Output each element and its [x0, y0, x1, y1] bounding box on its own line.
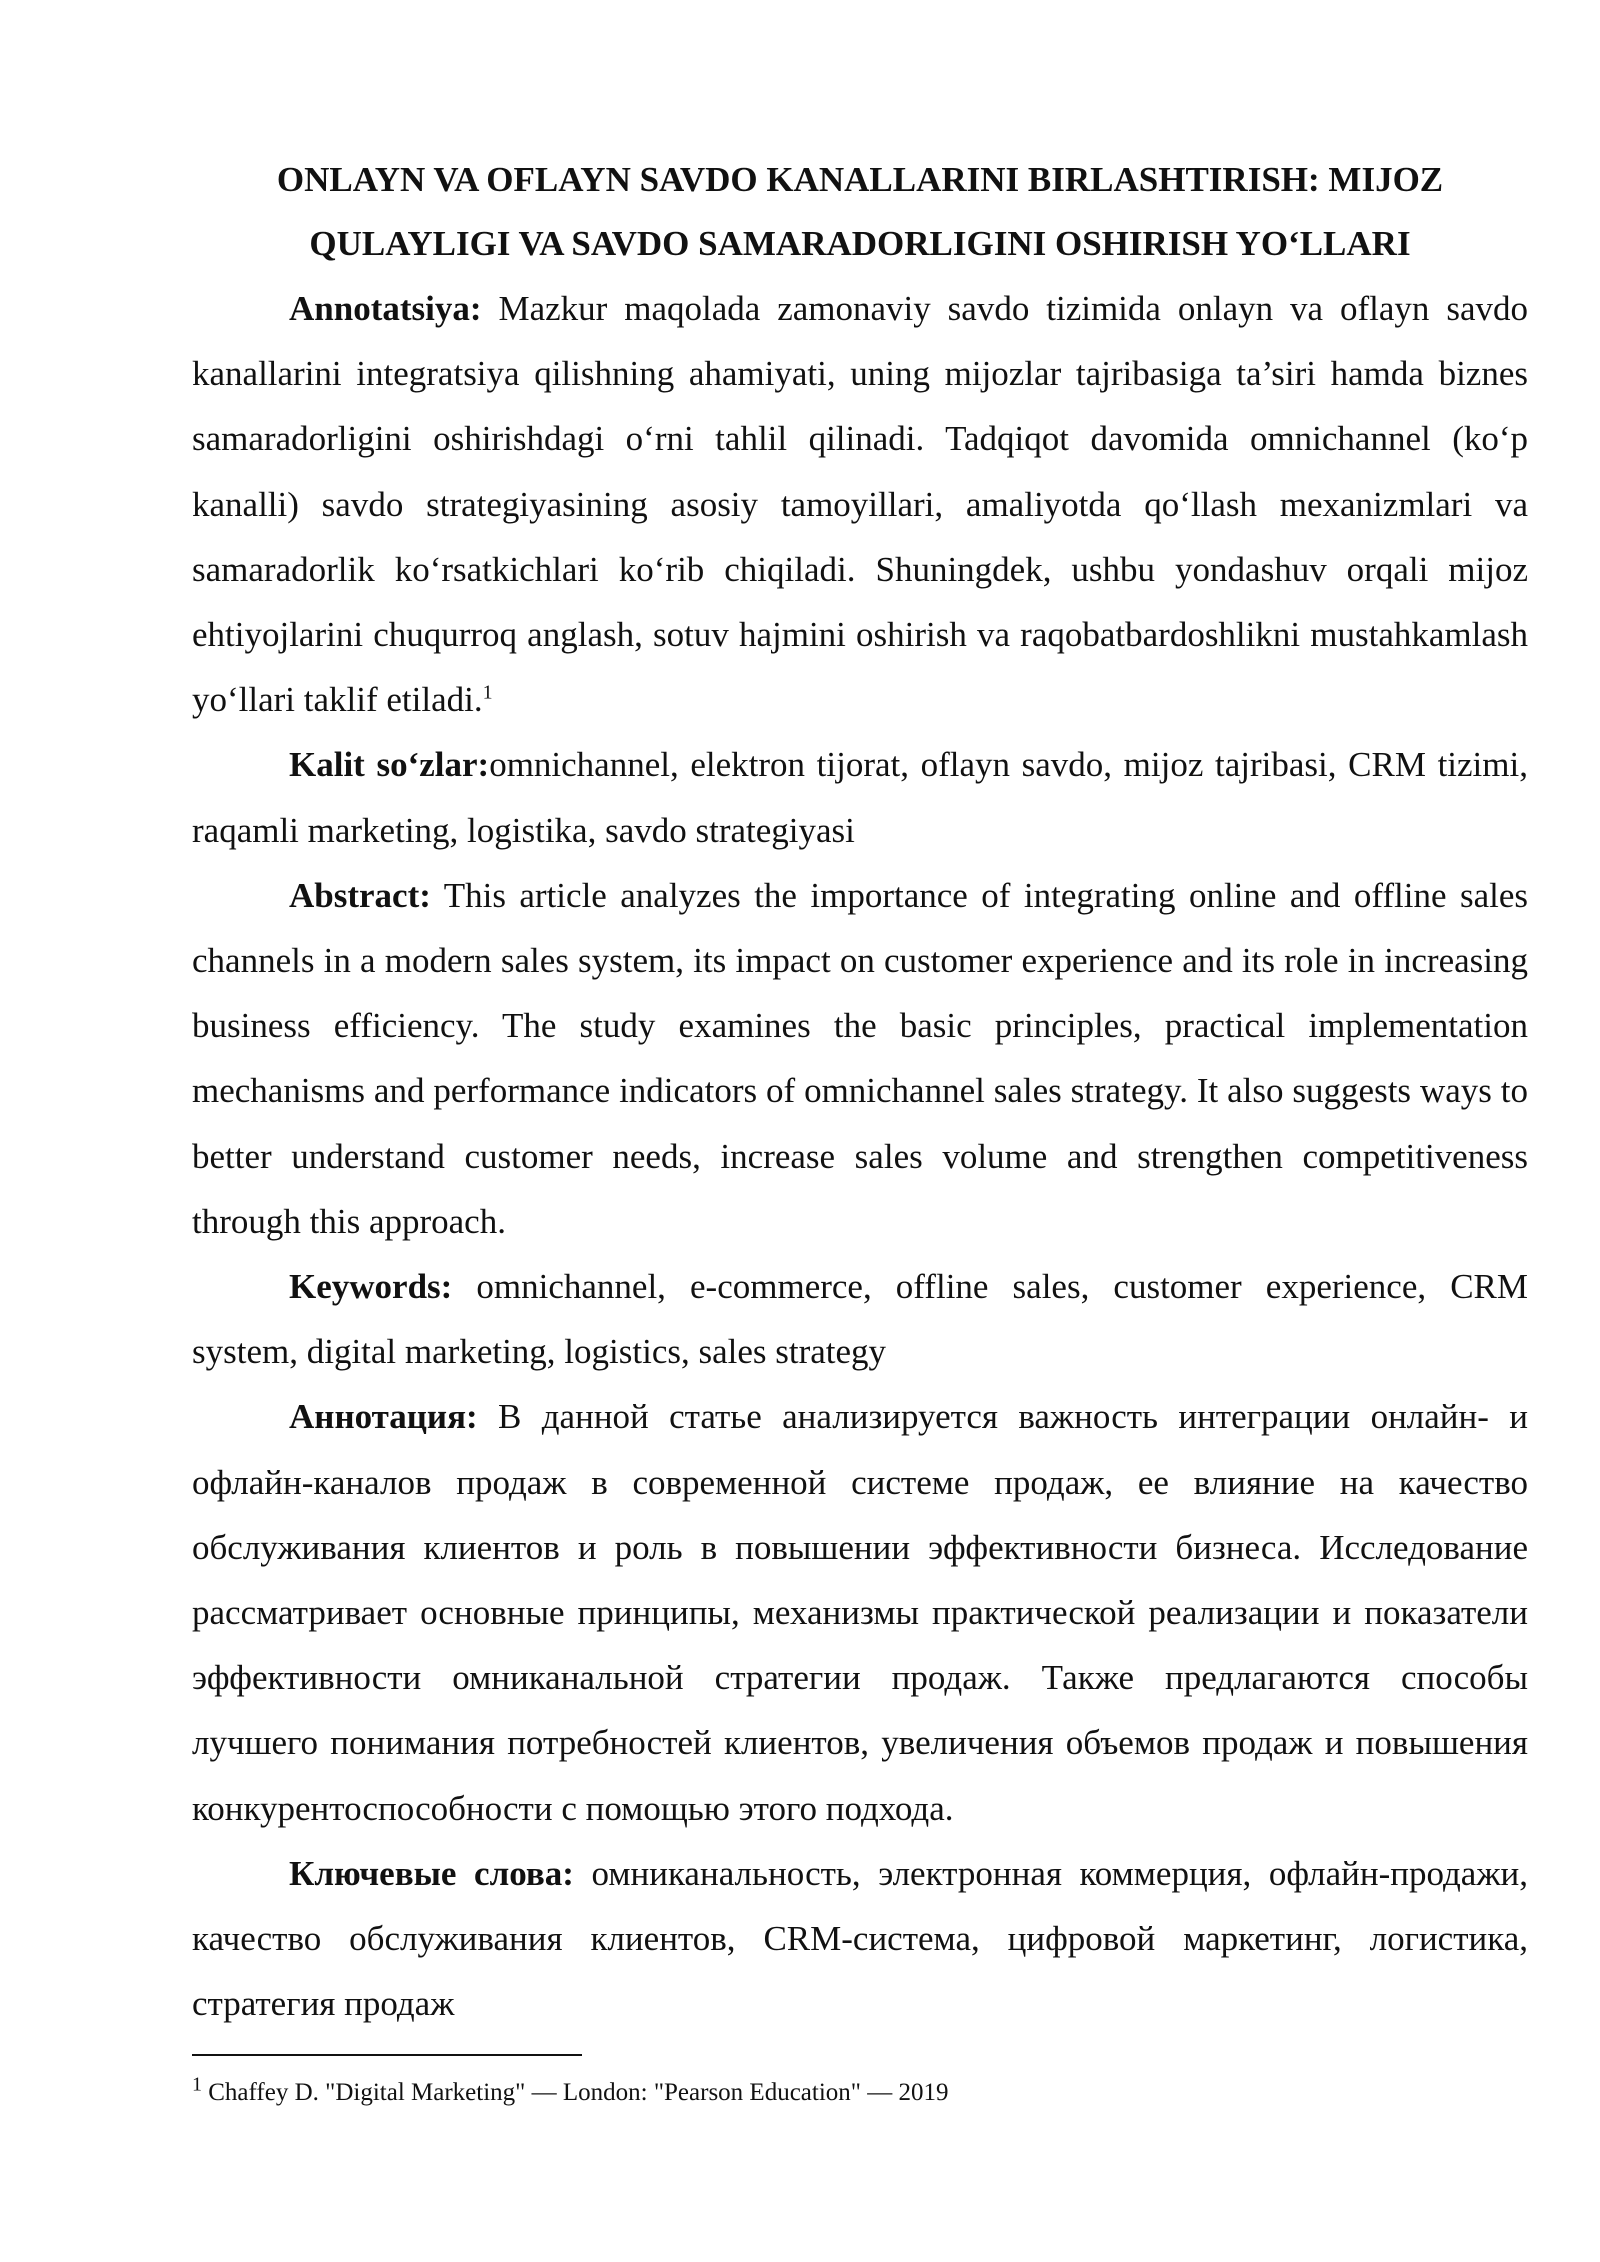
article-body — [192, 148, 1528, 2036]
article-title — [192, 148, 1528, 276]
ru-annotation-label: Аннотация: — [289, 1397, 478, 1437]
ru-keywords-label: Ключевые слова: — [289, 1853, 574, 1893]
footnote — [192, 2073, 949, 2110]
en-abstract-text: This article analyzes the importance of integrating online and offline sales channels in a modern sales system, its impact on customer experience and its role in increasing business efficiency. The study examines the basic principles, practical implementation mechanisms and performance indicators of omnichannel sales strategy. It also suggests ways to better understand customer needs, increase sales volume and strengthen competitiveness through this approach. — [192, 875, 1528, 1241]
en-keywords-text: omnichannel, e-commerce, offline sales, customer experience, CRM system, digital marketing, logistics, sales strategy — [192, 1267, 1528, 1372]
uz-annotation-paragraph — [192, 276, 1528, 732]
ru-keywords-paragraph — [192, 1841, 1528, 2037]
title-line-2: QULAYLIGI VA SAVDO SAMARADORLIGINI OSHIRISH YO‘LLARI — [309, 224, 1411, 263]
uz-keywords-paragraph — [192, 732, 1528, 862]
footnote-separator — [192, 2054, 582, 2056]
ru-annotation-text: В данной статье анализируется важность интеграции онлайн- и офлайн-каналов продаж в современной системе продаж, ее влияние на качество обслуживания клиентов и роль в повышении эффективности бизнеса. Исследование рассматривает основные принципы, механизмы практической реализации и показатели эффективности омниканальной стратегии продаж. Также предлагаются способы лучшего понимания потребностей клиентов, увеличения объемов продаж и повышения конкурентоспособности с помощью этого подхода. — [192, 1397, 1528, 1828]
uz-annotation-text: Mazkur maqolada zamonaviy savdo tizimida onlayn va oflayn savdo kanallarini integratsiya qilishning ahamiyati, uning mijozlar tajribasiga ta’siri hamda biznes samaradorligini oshirishdagi o‘rni tahlil qilinadi. Tadqiqot davomida omnichannel (ko‘p kanalli) savdo strategiyasining asosiy tamoyillari, amaliyotda qo‘llash mexanizmlari va samaradorlik ko‘rsatkichlari ko‘rib chiqiladi. Shuningdek, ushbu yondashuv orqali mijoz ehtiyojlarini chuqurroq anglash, sotuv hajmini oshirish va raqobatbardoshlikni mustahkamlash yo‘llari taklif etiladi. — [192, 289, 1528, 720]
ru-annotation-paragraph — [192, 1384, 1528, 1840]
en-keywords-paragraph — [192, 1254, 1528, 1384]
title-line-1: ONLAYN VA OFLAYN SAVDO KANALLARINI BIRLASHTIRISH: MIJOZ — [276, 160, 1444, 199]
en-abstract-paragraph — [192, 863, 1528, 1254]
footnote-text: Chaffey D. "Digital Marketing" — London: "Pearson Education" — 2019 — [202, 2079, 949, 2106]
uz-annotation-label: Annotatsiya: — [289, 289, 482, 328]
uz-keywords-label: Kalit so‘zlar: — [289, 745, 490, 785]
en-abstract-label: Abstract: — [289, 875, 431, 915]
en-keywords-label: Keywords: — [289, 1267, 453, 1307]
ru-keywords-text: омниканальность, электронная коммерция, офлайн-продажи, качество обслуживания клиентов, CRM-система, цифровой маркетинг, логистика, стратегия продаж — [192, 1853, 1528, 2024]
footnote-reference[interactable]: 1 — [482, 681, 493, 704]
footnote-number: 1 — [192, 2073, 202, 2096]
uz-keywords-text: omnichannel, elektron tijorat, oflayn savdo, mijoz tajribasi, CRM tizimi, raqamli marketing, logistika, savdo strategiyasi — [192, 745, 1528, 850]
